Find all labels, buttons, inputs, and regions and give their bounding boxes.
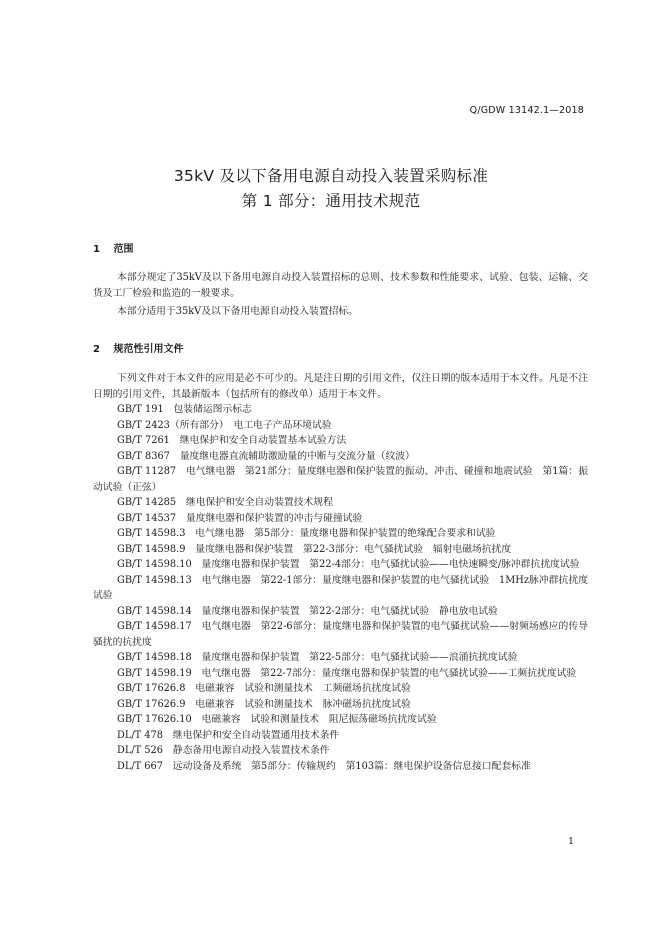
reference-item: GB/T 14598.9 量度继电器和保护装置 第22-3部分：电气骚扰试验 辐射电磁场抗扰度 <box>117 543 512 555</box>
reference-item: GB/T 17626.8 电磁兼容 试验和测量技术 工频磁场抗扰度试验 <box>117 683 411 694</box>
reference-item: DL/T 478 继电保护和安全自动装置通用技术条件 <box>117 729 340 741</box>
reference-item: GB/T 17626.10 电磁兼容 试验和测量技术 阻尼振荡磁场抗扰度试验 <box>117 714 437 725</box>
reference-item: GB/T 14285 继电保护和安全自动装置技术规程 <box>117 497 333 508</box>
reference-item: GB/T 14598.14 量度继电器和保护装置 第22-2部分：电气骚扰试验 静电放电试验 <box>117 605 498 617</box>
reference-item: DL/T 526 静态备用电源自动投入装置技术条件 <box>117 745 330 756</box>
reference-item: GB/T 17626.9 电磁兼容 试验和测量技术 脉冲磁场抗扰度试验 <box>117 698 411 710</box>
section-heading-scope <box>93 240 133 255</box>
reference-item: GB/T 11287 电气继电器 第21部分：量度继电器和保护装置的振动、冲击、碰撞和地震试验 第1篇：振动试验（正弦） <box>93 466 588 493</box>
section-title: 范围 <box>113 244 134 255</box>
section-title: 规范性引用文件 <box>113 344 184 355</box>
reference-item: GB/T 191 包装储运图示标志 <box>117 404 252 415</box>
reference-item: GB/T 7261 继电保护和安全自动装置基本试验方法 <box>117 435 347 446</box>
reference-item: GB/T 14598.3 电气继电器 第5部分：量度继电器和保护装置的绝缘配合要求和试验 <box>117 528 496 539</box>
reference-item: GB/T 8367 量度继电器直流辅助激励量的中断与交流分量（纹波） <box>117 450 415 462</box>
reference-item: GB/T 14598.13 电气继电器 第22-1部分：量度继电器和保护装置的电气骚扰试验 1MHz脉冲群抗扰度试验 <box>93 574 588 601</box>
reference-item: GB/T 14537 量度继电器和保护装置的冲击与碰撞试验 <box>117 512 363 524</box>
paragraph: 本部分规定了35kV及以下备用电源自动投入装置招标的总则、技术参数和性能要求、试验、包装、运输、交货及工厂检验和监造的一般要求。 <box>93 272 588 299</box>
reference-item: GB/T 14598.17 电气继电器 第22-6部分：量度继电器和保护装置的电气骚扰试验——射频场感应的传导骚扰的抗扰度 <box>93 621 588 648</box>
references-intro: 下列文件对于本文件的应用是必不可少的。凡是注日期的引用文件，仅注日期的版本适用于本文件。凡是不注日期的引用文件，其最新版本（包括所有的修改单）适用于本文件。 <box>93 373 588 400</box>
reference-item: GB/T 14598.10 量度继电器和保护装置 第22-4部分：电气骚扰试验——电快速瞬变/脉冲群抗扰度试验 <box>117 559 580 570</box>
page-number: 1 <box>568 836 575 847</box>
reference-item: GB/T 14598.18 量度继电器和保护装置 第22-5部分：电气骚扰试验——浪涌抗扰度试验 <box>117 652 518 663</box>
document-code: Q/GDW 13142.1—2018 <box>469 105 584 116</box>
document-subtitle: 第 1 部分：通用技术规范 <box>241 192 421 210</box>
reference-item: DL/T 667 远动设备及系统 第5部分：传输规约 第103篇：继电保护设备信息接口配套标准 <box>117 760 531 772</box>
section-number: 2 <box>93 344 100 355</box>
reference-item: GB/T 2423（所有部分） 电工电子产品环境试验 <box>117 419 332 431</box>
reference-item: GB/T 14598.19 电气继电器 第22-7部分：量度继电器和保护装置的电气骚扰试验——工频抗扰度试验 <box>117 667 577 679</box>
reference-list <box>93 402 588 774</box>
section-heading-normative-references <box>93 340 183 355</box>
document-title: 35kV 及以下备用电源自动投入装置采购标准 <box>173 167 489 185</box>
paragraph: 本部分适用于35kV及以下备用电源自动投入装置招标。 <box>117 306 359 317</box>
section-number: 1 <box>93 244 100 255</box>
